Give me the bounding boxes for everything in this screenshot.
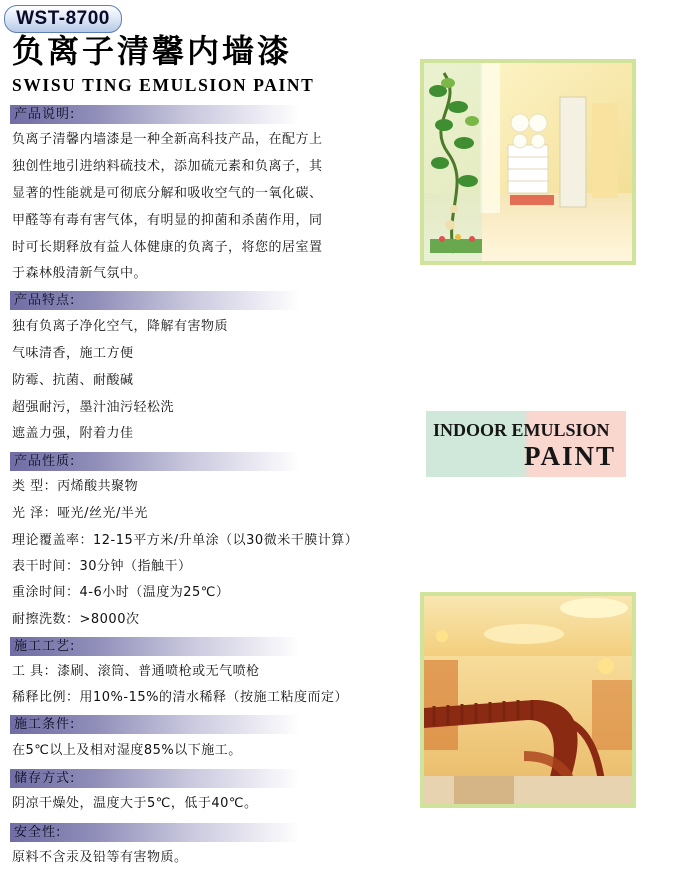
process-line: 工 具：漆刷、滚筒、普通喷枪或无气喷枪	[12, 664, 260, 679]
feature-line: 防霉、抗菌、耐酸碱	[12, 373, 134, 388]
feature-line: 遮盖力强，附着力佳	[12, 426, 134, 441]
staircase-illustration	[424, 596, 632, 804]
description-line: 甲醛等有毒有害气体，有明显的抑菌和杀菌作用，同	[12, 213, 323, 228]
feature-line: 独有负离子净化空气，降解有害物质	[12, 319, 229, 334]
interior-photo-staircase	[420, 592, 636, 808]
property-line: 表干时间：30分钟（指触干）	[12, 559, 192, 574]
tagline-line2: PAINT	[523, 441, 616, 471]
feature-line: 气味清香，施工方便	[12, 346, 134, 361]
living-room-illustration	[424, 63, 632, 261]
tagline-line1: INDOOR EMULSION	[433, 420, 610, 440]
description-line: 独创性地引进纳料硫技术，添加硫元素和负离子，其	[12, 159, 323, 174]
property-line: 耐擦洗数：>8000次	[12, 612, 140, 627]
description-line: 于森林般清新气氛中。	[12, 266, 148, 281]
process-line: 稀释比例：用10%-15%的清水稀释（按施工粘度而定）	[12, 690, 348, 705]
section-heading-properties: 产品性质:	[10, 452, 300, 471]
storage-line: 阴凉干燥处，温度大于5℃，低于40℃。	[12, 796, 258, 811]
section-heading-features: 产品特点:	[10, 291, 300, 310]
feature-line: 超强耐污，墨汁油污轻松洗	[12, 400, 175, 415]
property-line: 重涂时间：4-6小时（温度为25℃）	[12, 585, 230, 600]
property-line: 类 型：丙烯酸共聚物	[12, 479, 139, 494]
property-line: 光 泽：哑光/丝光/半光	[12, 506, 148, 521]
description-line: 时可长期释放有益人体健康的负离子，将您的居室置	[12, 240, 323, 255]
product-title-cn: 负离子清馨内墙漆	[12, 32, 293, 70]
model-badge: WST-8700	[4, 5, 122, 33]
conditions-line: 在5℃以上及相对湿度85%以下施工。	[12, 743, 242, 758]
tagline-block	[426, 411, 626, 477]
section-heading-storage: 储存方式:	[10, 769, 300, 788]
product-title-en: SWISU TING EMULSION PAINT	[12, 75, 315, 95]
section-heading-safety: 安全性:	[10, 823, 300, 842]
description-line: 负离子清馨内墙漆是一种全新高科技产品，在配方上	[12, 132, 323, 147]
section-heading-conditions: 施工条件:	[10, 715, 300, 734]
section-heading-description: 产品说明:	[10, 105, 300, 124]
property-line: 理论覆盖率：12-15平方米/升单涂（以30微米干膜计算）	[12, 533, 359, 548]
section-heading-process: 施工工艺:	[10, 637, 300, 656]
safety-line: 原料不含汞及铅等有害物质。	[12, 850, 188, 865]
interior-photo-living-room	[420, 59, 636, 265]
description-line: 显著的性能就是可彻底分解和吸收空气的一氧化碳、	[12, 186, 323, 201]
